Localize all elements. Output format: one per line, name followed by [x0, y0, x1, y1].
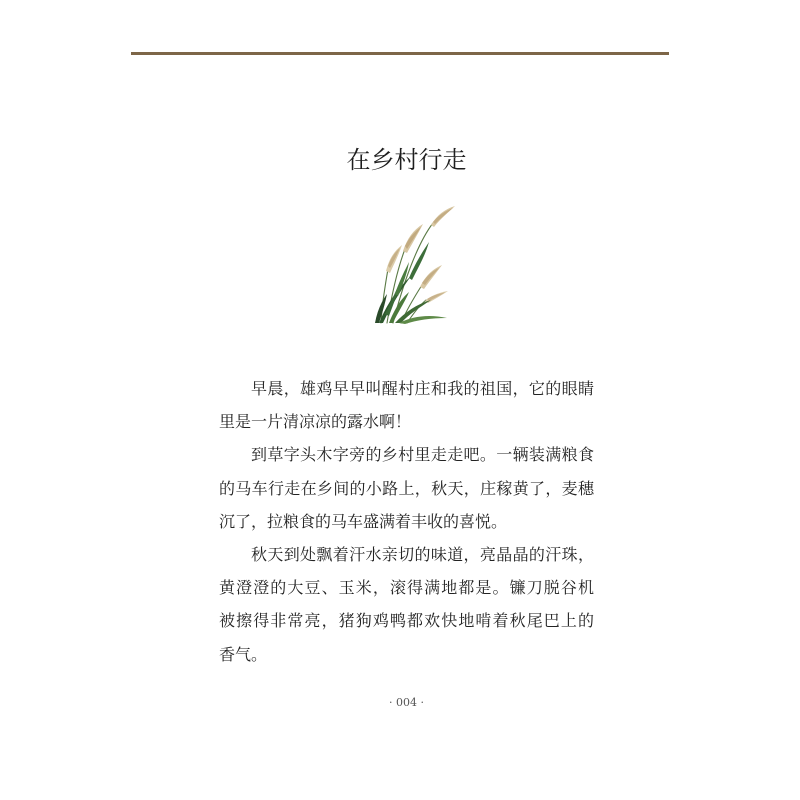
reed-grass-illustration	[365, 204, 455, 324]
paragraph-2	[219, 438, 594, 538]
text-line: 的马车行走在乡间的小路上，秋天，庄稼黄了，麦穗	[219, 478, 594, 498]
reed-plumes	[386, 206, 455, 303]
text-line: 被擦得非常亮，猪狗鸡鸭都欢快地啃着秋尾巴上的	[219, 611, 594, 631]
body-text	[219, 372, 594, 671]
page-number: · 004 ·	[389, 696, 424, 709]
text-line: 里是一片清凉凉的露水啊！	[219, 412, 412, 432]
paragraph-1	[219, 372, 594, 438]
text-line: 黄澄澄的大豆、玉米，滚得满地都是。镰刀脱谷机	[219, 578, 594, 598]
text-line: 沉了，拉粮食的马车盛满着丰收的喜悦。	[219, 511, 508, 531]
text-line: 早晨，雄鸡早早叫醒村庄和我的祖国，它的眼睛	[251, 379, 594, 398]
page-title: 在乡村行走	[346, 146, 467, 174]
paragraph-3	[219, 538, 594, 671]
text-line: 秋天到处飘着汗水亲切的味道，亮晶晶的汗珠，	[251, 544, 594, 564]
text-line: 香气。	[219, 644, 268, 664]
text-line: 到草字头木字旁的乡村里走走吧。一辆装满粮食	[251, 445, 594, 465]
top-rule	[131, 52, 669, 55]
